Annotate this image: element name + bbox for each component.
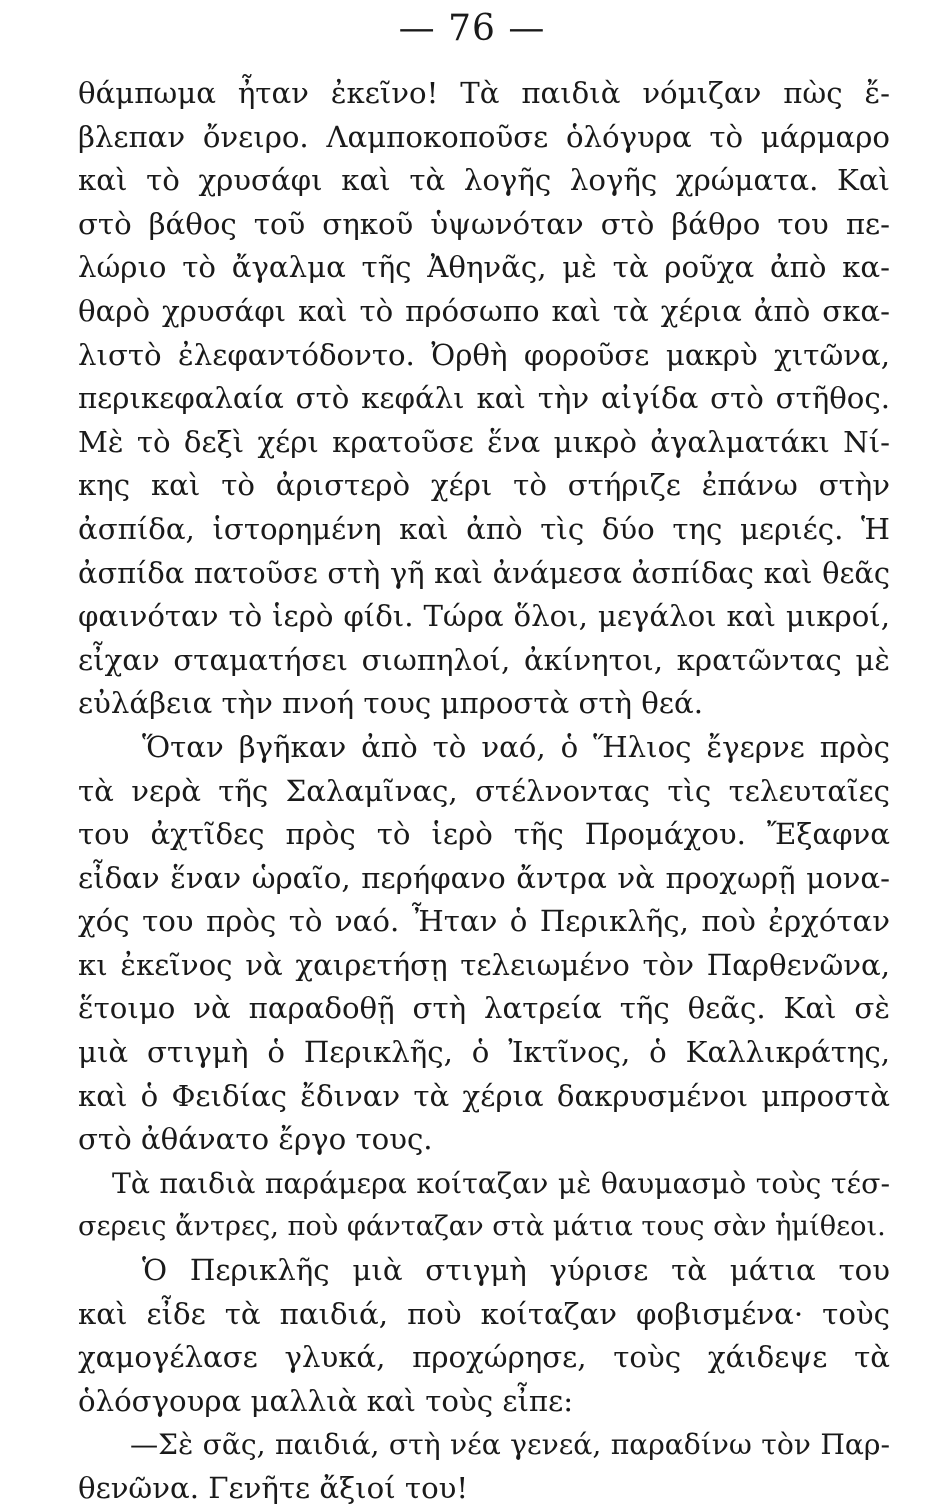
text-line: κι ἐκεῖνος νὰ χαιρετήσῃ τελειωμένο τὸν Παρθενῶνα,	[78, 947, 890, 982]
text-line: ἕτοιμο νὰ παραδοθῇ στὴ λατρεία τῆς θεᾶς. Καὶ σὲ	[78, 991, 890, 1026]
text-line: θάμπωμα ἦταν ἐκεῖνο! Τὰ παιδιὰ νόμιζαν πὼς ἔ-	[78, 76, 890, 110]
text-line: λώριο τὸ ἄγαλμα τῆς Ἀθηνᾶς, μὲ τὰ ροῦχα ἀπὸ κα-	[78, 250, 890, 285]
text-line: καὶ ὁ Φειδίας ἔδιναν τὰ χέρια δακρυσμένοι μπροστὰ	[78, 1078, 890, 1113]
text-line: καὶ τὸ χρυσάφι καὶ τὰ λογῆς λογῆς χρώματα. Καὶ	[78, 163, 890, 198]
text-line: ὁλόσγουρα μαλλιὰ καὶ τοὺς εἶπε:	[78, 1383, 574, 1418]
paragraph	[78, 726, 890, 1162]
paragraph	[78, 1423, 890, 1510]
body-text	[78, 72, 890, 1511]
text-line: Τὰ παιδιὰ παράμερα κοίταζαν μὲ θαυμασμὸ τοὺς τέσ-	[112, 1166, 890, 1200]
text-line: χός του πρὸς τὸ ναό. Ἦταν ὁ Περικλῆς, ποὺ ἐρχόταν	[78, 904, 890, 939]
text-line: βλεπαν ὄνειρο. Λαμποκοποῦσε ὁλόγυρα τὸ μάρμαρο	[78, 119, 890, 154]
paragraph	[78, 72, 890, 726]
text-line: τὰ νερὰ τῆς Σαλαμῖνας, στέλνοντας τὶς τελευταῖες	[78, 773, 890, 808]
text-line: ἀσπίδα, ἱστορημένη καὶ ἀπὸ τὶς δύο της μεριές. Ἡ	[78, 511, 890, 546]
paragraph	[78, 1249, 890, 1423]
text-line: καὶ εἶδε τὰ παιδιά, ποὺ κοίταζαν φοβισμένα· τοὺς	[78, 1296, 890, 1331]
text-line: στὸ ἀθάνατο ἔργο τους.	[78, 1122, 433, 1157]
text-line: θενῶνα. Γενῆτε ἄξιοί του!	[78, 1471, 469, 1505]
text-line: του ἀχτῖδες πρὸς τὸ ἱερὸ τῆς Προμάχου. Ἔξαφνα	[78, 817, 890, 852]
text-line: θαρὸ χρυσάφι καὶ τὸ πρόσωπο καὶ τὰ χέρια ἀπὸ σκα-	[78, 293, 890, 328]
text-line: ἀσπίδα πατοῦσε στὴ γῆ καὶ ἀνάμεσα ἀσπίδας καὶ θεᾶς	[78, 555, 890, 590]
text-line: Μὲ τὸ δεξὶ χέρι κρατοῦσε ἕνα μικρὸ ἀγαλματάκι Νί-	[78, 424, 890, 459]
text-line: —Σὲ σᾶς, παιδιά, στὴ νέα γενεά, παραδίνω τὸν Παρ-	[130, 1428, 890, 1462]
text-line: σερεις ἄντρες, ποὺ φάνταζαν στὰ μάτια τους σὰν ἡμίθεοι.	[78, 1211, 886, 1243]
text-line: Ὁ Περικλῆς μιὰ στιγμὴ γύρισε τὰ μάτια του	[142, 1253, 890, 1288]
text-line: στὸ βάθος τοῦ σηκοῦ ὑψωνόταν στὸ βάθρο του πε-	[78, 206, 890, 241]
text-line: εἶχαν σταματήσει σιωπηλοί, ἀκίνητοι, κρατῶντας μὲ	[78, 642, 890, 677]
text-line: λιστὸ ἐλεφαντόδοντο. Ὀρθὴ φοροῦσε μακρὺ χιτῶνα,	[78, 337, 890, 372]
text-line: χαμογέλασε γλυκά, προχώρησε, τοὺς χάιδεψε τὰ	[78, 1340, 890, 1375]
paragraph	[78, 1162, 890, 1249]
text-line: εὐλάβεια τὴν πνοή τους μπροστὰ στὴ θεά.	[78, 686, 703, 721]
text-line: κης καὶ τὸ ἀριστερὸ χέρι τὸ στήριζε ἐπάνω στὴν	[78, 468, 890, 503]
text-line: περικεφαλαία στὸ κεφάλι καὶ τὴν αἰγίδα στὸ στῆθος.	[78, 381, 890, 416]
text-line: Ὅταν βγῆκαν ἀπὸ τὸ ναό, ὁ Ἥλιος ἔγερνε πρὸς	[142, 729, 890, 764]
page-number: — 76 —	[398, 8, 546, 49]
text-line: εἶδαν ἕναν ὡραῖο, περήφανο ἄντρα νὰ προχωρῇ μονα-	[78, 860, 890, 895]
text-line: φαινόταν τὸ ἱερὸ φίδι. Τώρα ὅλοι, μεγάλοι καὶ μικροί,	[78, 599, 890, 634]
text-line: μιὰ στιγμὴ ὁ Περικλῆς, ὁ Ἰκτῖνος, ὁ Καλλικράτης,	[78, 1035, 890, 1070]
